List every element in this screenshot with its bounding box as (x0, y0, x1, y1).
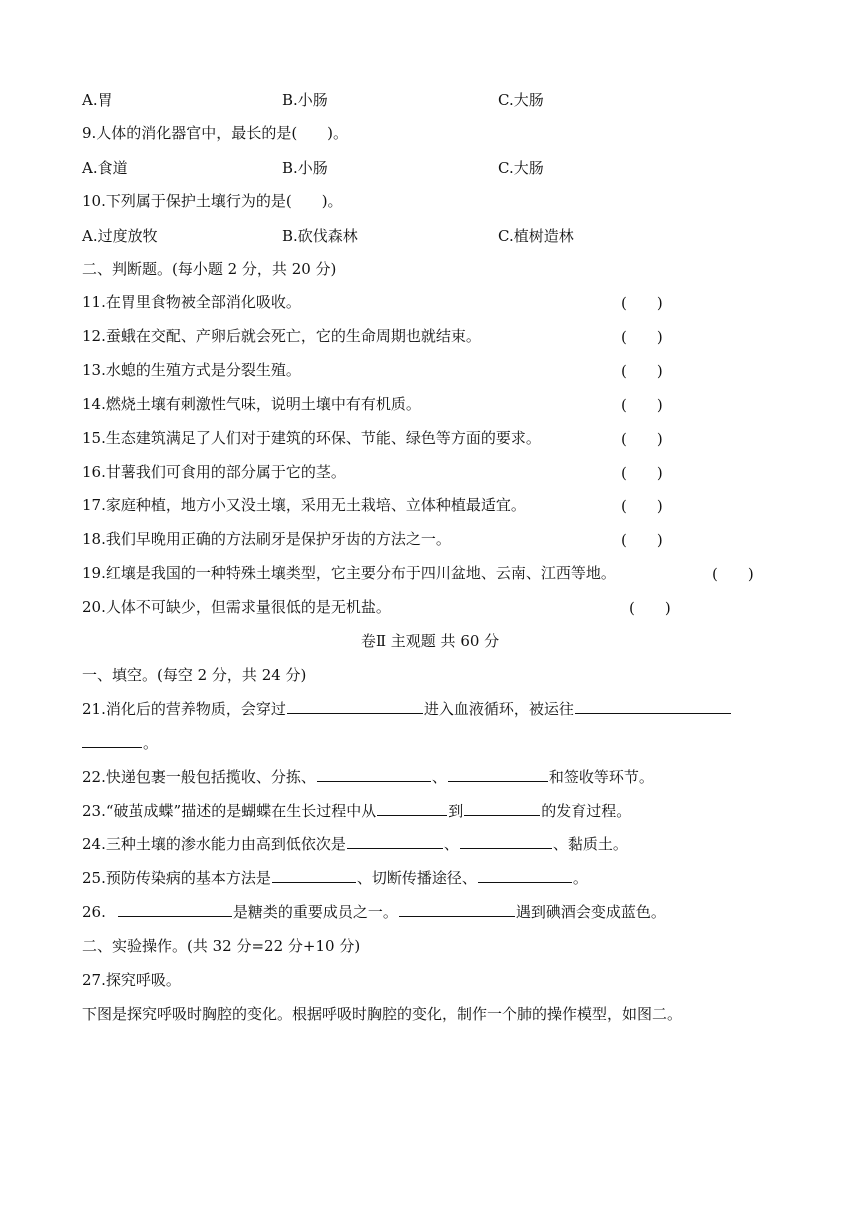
q9-option-c: C.大肠 (498, 159, 544, 177)
q25 (82, 868, 588, 888)
section-judge-heading: 二、判断题。(每小题 2 分，共 20 分) (82, 260, 337, 278)
q26-blank-2[interactable] (399, 902, 515, 917)
judge-item-16: 16.甘薯我们可食用的部分属于它的茎。 (82, 463, 346, 481)
judge-item-20: 20.人体不可缺少，但需求量很低的是无机盐。 (82, 598, 391, 616)
judge-item-12: 12.蚕蛾在交配、产卵后就会死亡，它的生命周期也就结束。 (82, 327, 481, 345)
answer-paren-15[interactable]: ( ) (621, 430, 663, 448)
section-experiment-heading: 二、实验操作。(共 32 分=22 分+10 分) (82, 937, 361, 955)
q10-option-a: A.过度放牧 (82, 227, 158, 245)
q27-title: 27.探究呼吸。 (82, 971, 181, 989)
paper2-title: 卷Ⅱ 主观题 共 60 分 (360, 632, 500, 650)
q22 (82, 767, 654, 787)
q8-option-a: A.胃 (82, 91, 113, 109)
answer-paren-17[interactable]: ( ) (621, 497, 663, 515)
judge-item-19: 19.红壤是我国的一种特殊土壤类型，它主要分布于四川盆地、云南、江西等地。 (82, 564, 616, 582)
judge-item-14: 14.燃烧土壤有刺激性气味，说明土壤中有有机质。 (82, 395, 421, 413)
q10-stem: 10.下列属于保护土壤行为的是( )。 (82, 192, 343, 210)
q25-text-c: 。 (572, 869, 588, 887)
q24-text-c: 、黏质土。 (552, 835, 628, 853)
q22-text-a: 22.快递包裹一般包括揽收、分拣、 (82, 768, 316, 786)
judge-item-18: 18.我们早晚用正确的方法刷牙是保护牙齿的方法之一。 (82, 530, 451, 548)
q25-text-b: 、切断传播途径、 (356, 869, 477, 887)
q22-blank-1[interactable] (317, 767, 431, 782)
q24-blank-2[interactable] (460, 834, 552, 849)
q26 (82, 902, 666, 922)
q21-blank-1[interactable] (287, 699, 423, 714)
q26-blank-1[interactable] (118, 902, 232, 917)
answer-paren-16[interactable]: ( ) (621, 464, 663, 482)
q21 (82, 699, 732, 719)
q21-blank-2-continued[interactable] (82, 733, 142, 748)
q21-blank-2[interactable] (575, 699, 731, 714)
q21-text-a: 21.消化后的营养物质，会穿过 (82, 700, 286, 718)
q27-description: 下图是探究呼吸时胸腔的变化。根据呼吸时胸腔的变化，制作一个肺的操作模型，如图二。 (82, 1005, 683, 1023)
q25-text-a: 25.预防传染病的基本方法是 (82, 869, 271, 887)
q9-option-b: B.小肠 (282, 159, 328, 177)
q9-option-a: A.食道 (82, 159, 128, 177)
answer-paren-19[interactable]: ( ) (712, 565, 754, 583)
judge-item-17: 17.家庭种植，地方小又没土壤，采用无土栽培、立体种植最适宜。 (82, 496, 526, 514)
q23-blank-1[interactable] (377, 801, 447, 816)
q8-option-c: C.大肠 (498, 91, 544, 109)
q22-text-c: 和签收等环节。 (548, 768, 654, 786)
answer-paren-20[interactable]: ( ) (629, 599, 671, 617)
answer-paren-11[interactable]: ( ) (621, 294, 663, 312)
q21-text-b: 进入血液循环，被运往 (423, 700, 574, 718)
q24 (82, 834, 628, 854)
q23 (82, 801, 631, 821)
q23-text-b: 到 (448, 802, 464, 820)
q21-continued (82, 733, 158, 753)
q22-blank-2[interactable] (448, 767, 548, 782)
q10-option-c: C.植树造林 (498, 227, 574, 245)
q24-text-b: 、 (443, 835, 459, 853)
q26-text-a: 26. (82, 903, 106, 921)
q23-blank-2[interactable] (464, 801, 540, 816)
q22-text-b: 、 (431, 768, 447, 786)
q23-text-c: 的发育过程。 (541, 802, 632, 820)
judge-item-15: 15.生态建筑满足了人们对于建筑的环保、节能、绿色等方面的要求。 (82, 429, 541, 447)
q26-text-c: 遇到碘酒会变成蓝色。 (515, 903, 666, 921)
q21-text-c: 。 (143, 734, 159, 752)
q24-blank-1[interactable] (347, 834, 443, 849)
answer-paren-12[interactable]: ( ) (621, 328, 663, 346)
judge-item-13: 13.水螅的生殖方式是分裂生殖。 (82, 361, 301, 379)
q25-blank-1[interactable] (272, 868, 356, 883)
answer-paren-14[interactable]: ( ) (621, 396, 663, 414)
answer-paren-13[interactable]: ( ) (621, 362, 663, 380)
answer-paren-18[interactable]: ( ) (621, 531, 663, 549)
q25-blank-2[interactable] (478, 868, 572, 883)
q9-stem: 9.人体的消化器官中，最长的是( )。 (82, 124, 349, 142)
section-fill-heading: 一、填空。(每空 2 分，共 24 分) (82, 666, 307, 684)
q24-text-a: 24.三种土壤的渗水能力由高到低依次是 (82, 835, 346, 853)
q8-option-b: B.小肠 (282, 91, 328, 109)
q26-text-b: 是糖类的重要成员之一。 (232, 903, 398, 921)
q10-option-b: B.砍伐森林 (282, 227, 358, 245)
judge-item-11: 11.在胃里食物被全部消化吸收。 (82, 293, 301, 311)
q23-text-a: 23.“破茧成蝶”描述的是蝴蝶在生长过程中从 (82, 802, 377, 820)
